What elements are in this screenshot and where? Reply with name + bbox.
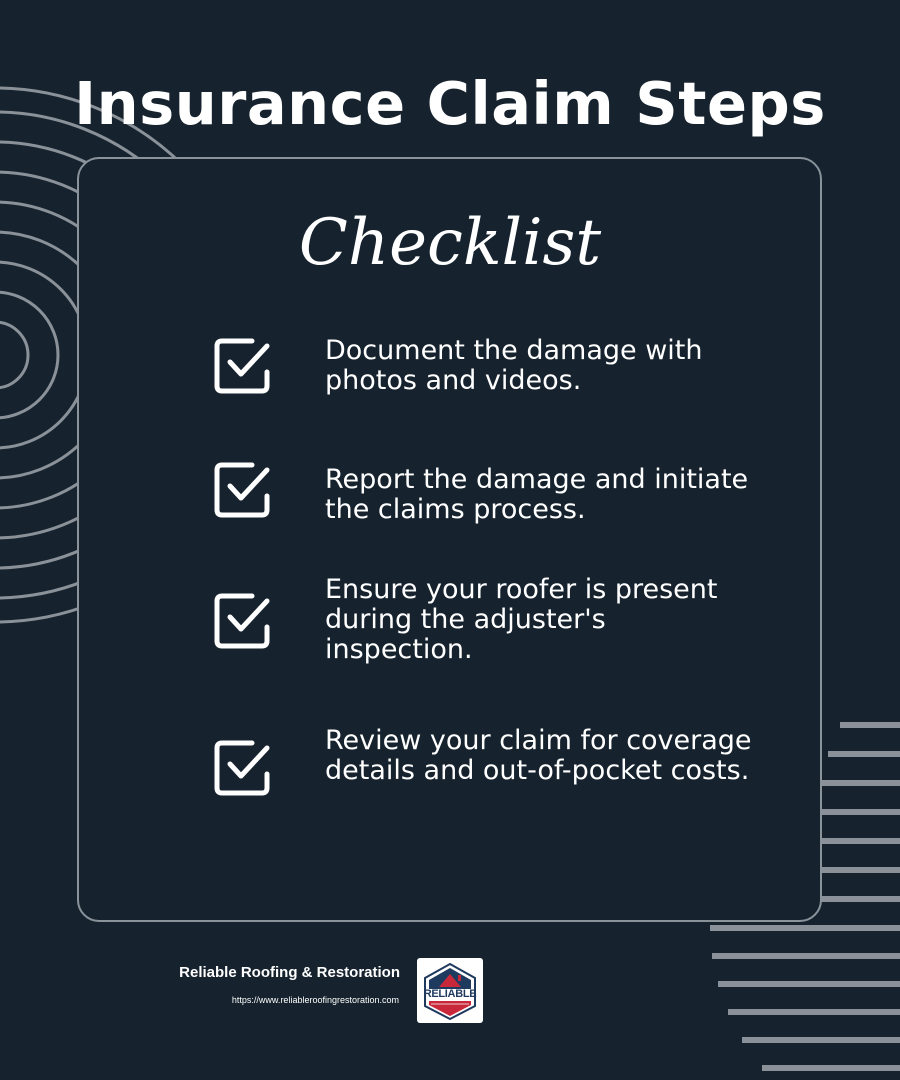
- checkbox-check-icon: [212, 738, 274, 800]
- checkbox-check-icon: [212, 460, 274, 522]
- logo-wordmark: RELIABLE: [423, 988, 477, 1000]
- company-logo: [417, 958, 483, 1023]
- checklist-item-text: Review your claim for coverage details and out-of-pocket costs.: [325, 725, 752, 786]
- checklist-heading: Checklist: [298, 206, 602, 280]
- checkbox-check-icon: [212, 591, 274, 653]
- company-website[interactable]: https://www.reliableroofingrestoration.com: [231, 995, 399, 1005]
- checklist-item-text: Document the damage with photos and videos.: [325, 335, 703, 396]
- checkbox-check-icon: [212, 336, 274, 398]
- company-name: Reliable Roofing & Restoration: [179, 964, 400, 981]
- page-title: Insurance Claim Steps: [74, 69, 826, 138]
- checklist-item-text: Report the damage and initiate the claims process.: [325, 464, 749, 525]
- checklist-item-text: Ensure your roofer is present during the adjuster's inspection.: [325, 574, 718, 665]
